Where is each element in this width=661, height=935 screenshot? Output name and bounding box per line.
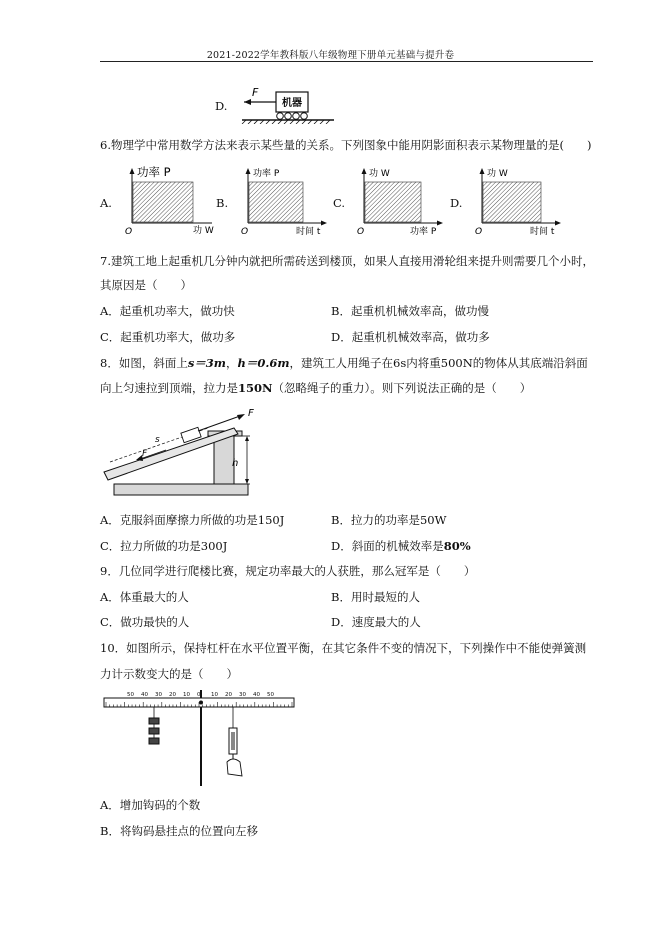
ruler-mark-label: 0	[197, 692, 201, 698]
q8-force-top-label: F	[248, 408, 254, 419]
q10-stem-line1: 10．如图所示，保持杠杆在水平位置平衡，在其它条件不变的情况下，下列操作中不能使弹簧测	[100, 641, 587, 655]
q6-graph-b	[236, 165, 331, 237]
svg-text:时间 t: 时间 t	[296, 227, 321, 237]
ruler-mark-label: 30	[239, 692, 246, 698]
q6-graph-d	[470, 165, 565, 237]
q10-option-b[interactable]: B．将钩码悬挂点的位置向左移	[100, 824, 258, 838]
svg-text:功率 P: 功率 P	[410, 227, 437, 237]
svg-text:功 W: 功 W	[193, 226, 214, 236]
svg-text:功 W: 功 W	[369, 169, 390, 179]
svg-text:O: O	[357, 227, 365, 237]
ruler-mark-label: 50	[127, 692, 134, 698]
header-rule	[100, 61, 593, 62]
q8-force-value: 150N	[238, 381, 273, 395]
q9-option-c[interactable]: C．做功最快的人	[100, 615, 190, 629]
q10-option-a[interactable]: A．增加钩码的个数	[100, 798, 201, 812]
q7-stem-line2: 其原因是（ ）	[100, 278, 192, 292]
ruler-mark-label: 40	[253, 692, 260, 698]
q8-force-mid-label: F	[142, 449, 148, 459]
ruler-mark-label: 20	[169, 692, 176, 698]
ruler-mark-label: 10	[211, 692, 218, 698]
q6-graph-d-label: D.	[450, 196, 463, 210]
q8-stem-line2: 向上匀速拉到顶端，拉力是150N（忽略绳子的重力）。则下列说法正确的是（ ）	[100, 381, 532, 395]
force-label: F	[252, 86, 259, 99]
q8-h-eq: h＝0.6m	[237, 356, 290, 370]
q6-graph-c	[352, 165, 452, 237]
q5-option-d-label: D.	[215, 99, 228, 113]
q8-stem-line1: 8．如图，斜面上s＝3m，h＝0.6m，建筑工人用绳子在6s内将重500N的物体从其底端沿斜面	[100, 356, 588, 370]
q8-option-b[interactable]: B．拉力的功率是50W	[331, 513, 447, 527]
ruler-mark-label: 30	[155, 692, 162, 698]
q6-graph-a	[120, 165, 215, 237]
q8-s-eq: s＝3m	[187, 356, 226, 370]
svg-text:O: O	[475, 227, 483, 237]
svg-text:功率 P: 功率 P	[253, 169, 280, 179]
svg-text:时间 t: 时间 t	[530, 227, 555, 237]
q7-stem-line1: 7.建筑工地上起重机几分钟内就把所需砖送到楼顶，如果人直接用滑轮组来提升则需要几个小时，	[100, 254, 594, 268]
q7-option-d[interactable]: D．起重机机械效率高，做功多	[331, 330, 490, 344]
q8-option-a[interactable]: A．克服斜面摩擦力所做的功是150J	[100, 513, 285, 527]
q8-h-label: h	[232, 458, 239, 469]
q8-option-c[interactable]: C．拉力所做的功是300J	[100, 539, 228, 553]
q8-s-label: s	[155, 435, 160, 445]
machine-label: 机器	[282, 98, 302, 109]
page-header: 2021-2022学年教科版八年级物理下册单元基础与提升卷	[206, 50, 455, 61]
q9-option-a[interactable]: A．体重最大的人	[100, 590, 189, 604]
svg-text:功率 P: 功率 P	[137, 165, 171, 179]
ruler-mark-label: 10	[183, 692, 190, 698]
q8-incline-figure	[100, 404, 265, 504]
q6-stem: 6.物理学中常用数学方法来表示某些量的关系。下列图象中能用阴影面积表示某物理量的是( )	[100, 138, 592, 152]
q10-stem-line2: 力计示数变大的是（ ）	[100, 667, 238, 681]
svg-text:O: O	[241, 227, 249, 237]
ruler-mark-label: 50	[267, 692, 274, 698]
q9-option-d[interactable]: D．速度最大的人	[331, 615, 421, 629]
q9-stem: 9．几位同学进行爬楼比赛，规定功率最大的人获胜，那么冠军是（ ）	[100, 564, 476, 578]
q9-option-b[interactable]: B．用时最短的人	[331, 590, 420, 604]
svg-text:功 W: 功 W	[487, 169, 508, 179]
q6-graph-c-label: C.	[333, 196, 346, 210]
ruler-mark-label: 40	[141, 692, 148, 698]
q7-option-c[interactable]: C．起重机功率大，做功多	[100, 330, 236, 344]
ruler-mark-label: 20	[225, 692, 232, 698]
q7-option-a[interactable]: A．起重机功率大，做功快	[100, 304, 235, 318]
q7-option-b[interactable]: B．起重机机械效率高，做功慢	[331, 304, 489, 318]
q5-option-d-figure	[238, 84, 338, 124]
q6-graph-a-label: A.	[100, 196, 112, 210]
q8-option-d[interactable]: D．斜面的机械效率是80%	[331, 539, 471, 553]
q10-lever-figure	[100, 688, 298, 788]
q6-graph-b-label: B.	[216, 196, 229, 210]
svg-text:O: O	[125, 227, 133, 237]
